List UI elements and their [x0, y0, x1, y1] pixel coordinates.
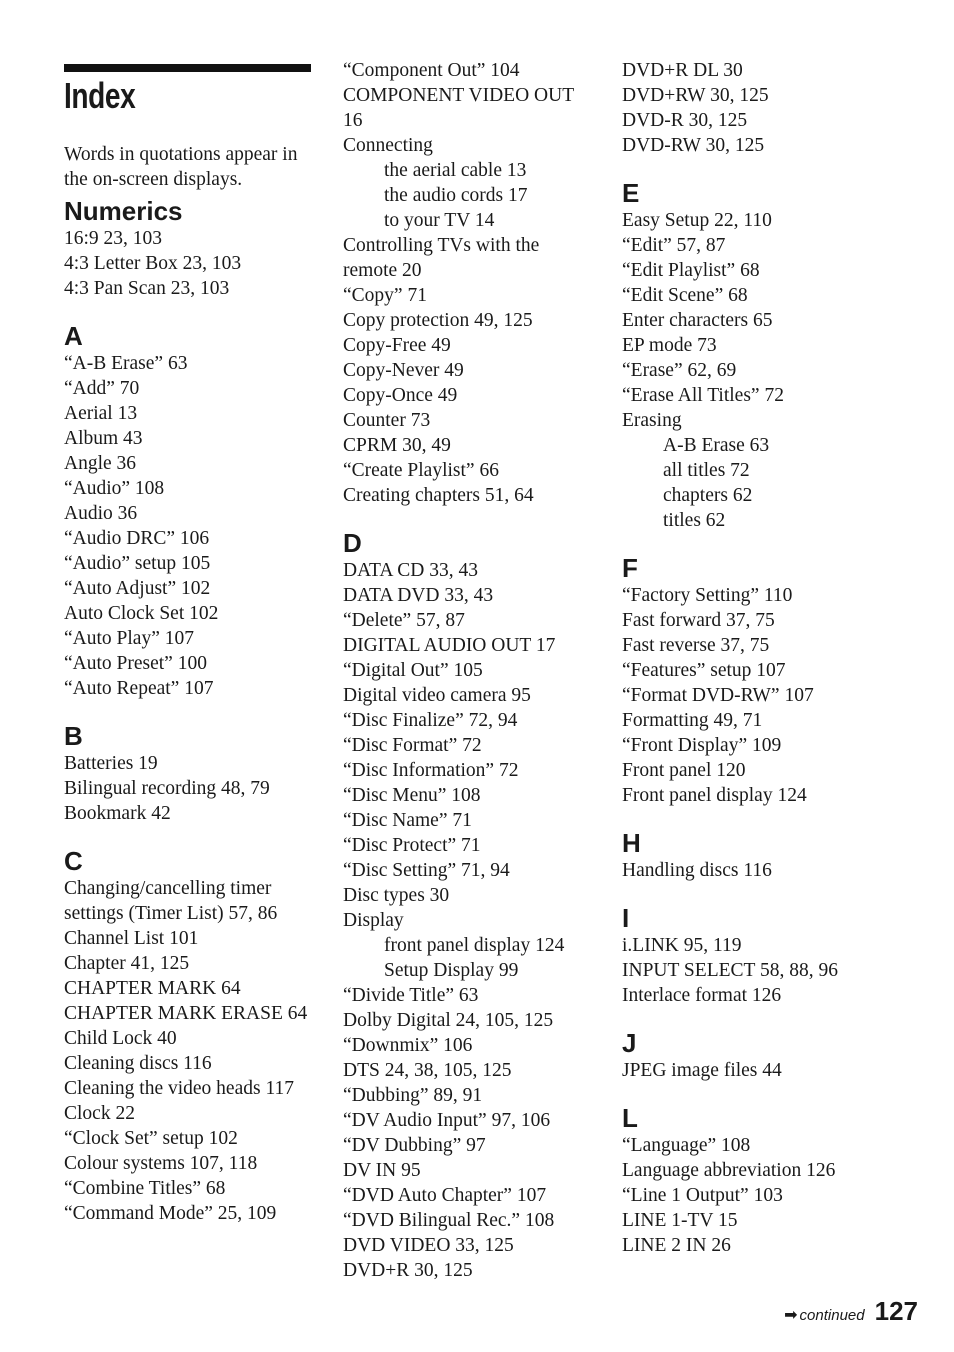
index-entry: “Front Display” 109: [622, 735, 782, 756]
index-subentry: all titles 72: [663, 460, 750, 481]
index-column-2: [343, 58, 593, 1283]
index-entry: Copy-Free 49: [343, 335, 451, 356]
index-entry: Creating chapters 51, 64: [343, 485, 534, 506]
index-entry: “Digital Out” 105: [343, 660, 483, 681]
index-entry: “Add” 70: [64, 378, 140, 399]
page-footer: [784, 1296, 918, 1327]
section-heading: H: [622, 828, 641, 858]
index-entry: Clock 22: [64, 1103, 135, 1124]
index-entry: Erasing: [622, 410, 682, 431]
index-entry: Dolby Digital 24, 105, 125: [343, 1010, 554, 1031]
page-title: Index: [64, 75, 136, 116]
section-heading: D: [343, 528, 362, 558]
index-entry: Aerial 13: [64, 403, 138, 424]
title-rule: [64, 64, 311, 72]
index-entry: “Copy” 71: [343, 285, 427, 306]
index-entry: Cleaning the video heads 117: [64, 1078, 294, 1099]
index-entry: CPRM 30, 49: [343, 435, 451, 456]
index-entry: Front panel 120: [622, 760, 746, 781]
index-entry: 4:3 Letter Box 23, 103: [64, 253, 242, 274]
index-entry: “Combine Titles” 68: [64, 1178, 226, 1199]
index-section: [622, 903, 882, 1008]
index-section: [343, 528, 593, 1283]
page-number: 127: [874, 1296, 918, 1326]
index-entry: “Auto Adjust” 102: [64, 578, 211, 599]
index-entry: Connecting: [343, 135, 433, 156]
index-entry: “Dubbing” 89, 91: [343, 1085, 483, 1106]
index-entry: LINE 1-TV 15: [622, 1210, 738, 1231]
index-section: [622, 1028, 882, 1083]
index-entry: DVD VIDEO 33, 125: [343, 1235, 514, 1256]
index-entry: 16:9 23, 103: [64, 228, 163, 249]
index-column-3: [622, 58, 882, 1258]
index-entry: “Edit” 57, 87: [622, 235, 726, 256]
index-entry: “Audio” 108: [64, 478, 165, 499]
index-section: [64, 196, 314, 301]
index-entry: Digital video camera 95: [343, 685, 531, 706]
index-entry: “Auto Play” 107: [64, 628, 194, 649]
index-section: [622, 1103, 882, 1258]
index-entry: Bilingual recording 48, 79: [64, 778, 270, 799]
index-entry: LINE 2 IN 26: [622, 1235, 731, 1256]
index-section: [622, 828, 882, 883]
index-entry: Formatting 49, 71: [622, 710, 763, 731]
index-entry: CHAPTER MARK ERASE 64: [64, 1003, 308, 1024]
index-entry: DVD+RW 30, 125: [622, 85, 769, 106]
index-entry: Fast reverse 37, 75: [622, 635, 770, 656]
index-section: [64, 846, 314, 1226]
index-entry: Channel List 101: [64, 928, 199, 949]
index-entry: Front panel display 124: [622, 785, 807, 806]
index-section: [622, 58, 882, 158]
index-entry: Copy-Once 49: [343, 385, 458, 406]
index-subentry: Setup Display 99: [384, 960, 519, 981]
index-entry: “Format DVD-RW” 107: [622, 685, 814, 706]
index-entry: Disc types 30: [343, 885, 450, 906]
continued-note: [784, 1305, 864, 1325]
index-entry: “DVD Auto Chapter” 107: [343, 1185, 547, 1206]
index-entry: “Disc Protect” 71: [343, 835, 481, 856]
index-entry: “DVD Bilingual Rec.” 108: [343, 1210, 555, 1231]
index-entry: “Delete” 57, 87: [343, 610, 465, 631]
index-entry: Angle 36: [64, 453, 137, 474]
index-entry: “Disc Name” 71: [343, 810, 472, 831]
index-entry: “Divide Title” 63: [343, 985, 479, 1006]
index-entry: “Edit Scene” 68: [622, 285, 748, 306]
index-entry: “A-B Erase” 63: [64, 353, 188, 374]
index-entry: “DV Audio Input” 97, 106: [343, 1110, 551, 1131]
index-entry: Changing/cancelling timer settings (Timer List) 57, 86: [64, 878, 278, 924]
index-entry: “Factory Setting” 110: [622, 585, 793, 606]
index-entry: i.LINK 95, 119: [622, 935, 742, 956]
index-section: [622, 178, 882, 533]
index-subentry: titles 62: [663, 510, 726, 531]
index-section: [64, 321, 314, 701]
continued-label: continued: [799, 1307, 865, 1324]
index-entry: Language abbreviation 126: [622, 1160, 836, 1181]
index-entry: Auto Clock Set 102: [64, 603, 219, 624]
intro-text: Words in quotations appear in the on-screen displays.: [64, 144, 298, 190]
index-subentry: chapters 62: [663, 485, 753, 506]
index-entry: “Features” setup 107: [622, 660, 786, 681]
index-entry: “Component Out” 104: [343, 60, 520, 81]
index-entry: Interlace format 126: [622, 985, 782, 1006]
index-section: [343, 58, 593, 508]
section-heading: L: [622, 1103, 638, 1133]
index-entry: “Line 1 Output” 103: [622, 1185, 783, 1206]
index-section: [622, 553, 882, 808]
index-entry: INPUT SELECT 58, 88, 96: [622, 960, 838, 981]
index-entry: DVD-RW 30, 125: [622, 135, 765, 156]
index-subentry: the audio cords 17: [384, 185, 528, 206]
index-entry: DTS 24, 38, 105, 125: [343, 1060, 512, 1081]
index-entry: Colour systems 107, 118: [64, 1153, 258, 1174]
index-entry: EP mode 73: [622, 335, 717, 356]
index-entry: “Create Playlist” 66: [343, 460, 499, 481]
index-entry: Controlling TVs with the remote 20: [343, 235, 540, 281]
section-heading: J: [622, 1028, 637, 1058]
index-section: [64, 721, 314, 826]
section-heading: E: [622, 178, 640, 208]
index-entry: “Disc Information” 72: [343, 760, 519, 781]
index-entry: DVD-R 30, 125: [622, 110, 748, 131]
index-entry: “Erase All Titles” 72: [622, 385, 784, 406]
index-subentry: to your TV 14: [384, 210, 495, 231]
section-heading: A: [64, 321, 83, 351]
index-entry: Audio 36: [64, 503, 138, 524]
index-entry: Copy-Never 49: [343, 360, 464, 381]
index-entry: “Audio” setup 105: [64, 553, 211, 574]
index-entry: COMPONENT VIDEO OUT 16: [343, 85, 574, 131]
index-entry: “Disc Format” 72: [343, 735, 482, 756]
index-entry: JPEG image files 44: [622, 1060, 782, 1081]
index-entry: Counter 73: [343, 410, 431, 431]
section-heading: F: [622, 553, 638, 583]
index-entry: DIGITAL AUDIO OUT 17: [343, 635, 556, 656]
index-entry: Chapter 41, 125: [64, 953, 190, 974]
section-heading: Numerics: [64, 196, 183, 226]
index-entry: “Disc Menu” 108: [343, 785, 481, 806]
index-entry: “Downmix” 106: [343, 1035, 473, 1056]
index-entry: DATA CD 33, 43: [343, 560, 478, 581]
index-entry: “Clock Set” setup 102: [64, 1128, 238, 1149]
index-entry: 4:3 Pan Scan 23, 103: [64, 278, 230, 299]
index-entry: “Auto Preset” 100: [64, 653, 207, 674]
index-entry: Album 43: [64, 428, 143, 449]
index-entry: Easy Setup 22, 110: [622, 210, 772, 231]
index-entry: Enter characters 65: [622, 310, 773, 331]
index-entry: Cleaning discs 116: [64, 1053, 212, 1074]
index-entry: CHAPTER MARK 64: [64, 978, 241, 999]
section-heading: C: [64, 846, 83, 876]
index-subentry: the aerial cable 13: [384, 160, 527, 181]
index-entry: DV IN 95: [343, 1160, 421, 1181]
index-entry: Bookmark 42: [64, 803, 171, 824]
index-subentry: A-B Erase 63: [663, 435, 770, 456]
section-heading: I: [622, 903, 630, 933]
index-entry: Batteries 19: [64, 753, 158, 774]
index-entry: Fast forward 37, 75: [622, 610, 775, 631]
arrow-right-icon: ➡: [784, 1307, 798, 1324]
index-entry: DVD+R 30, 125: [343, 1260, 473, 1281]
index-entry: Handling discs 116: [622, 860, 772, 881]
index-entry: “Edit Playlist” 68: [622, 260, 760, 281]
index-column-1: [64, 196, 314, 1226]
index-entry: “DV Dubbing” 97: [343, 1135, 486, 1156]
index-entry: “Auto Repeat” 107: [64, 678, 214, 699]
index-subentry: front panel display 124: [384, 935, 565, 956]
index-entry: DVD+R DL 30: [622, 60, 743, 81]
index-entry: DATA DVD 33, 43: [343, 585, 494, 606]
index-entry: Child Lock 40: [64, 1028, 177, 1049]
index-entry: “Erase” 62, 69: [622, 360, 737, 381]
index-entry: “Disc Setting” 71, 94: [343, 860, 510, 881]
index-entry: Copy protection 49, 125: [343, 310, 533, 331]
section-heading: B: [64, 721, 83, 751]
index-entry: “Audio DRC” 106: [64, 528, 210, 549]
index-entry: “Command Mode” 25, 109: [64, 1203, 277, 1224]
index-entry: “Language” 108: [622, 1135, 751, 1156]
index-entry: “Disc Finalize” 72, 94: [343, 710, 518, 731]
index-entry: Display: [343, 910, 404, 931]
